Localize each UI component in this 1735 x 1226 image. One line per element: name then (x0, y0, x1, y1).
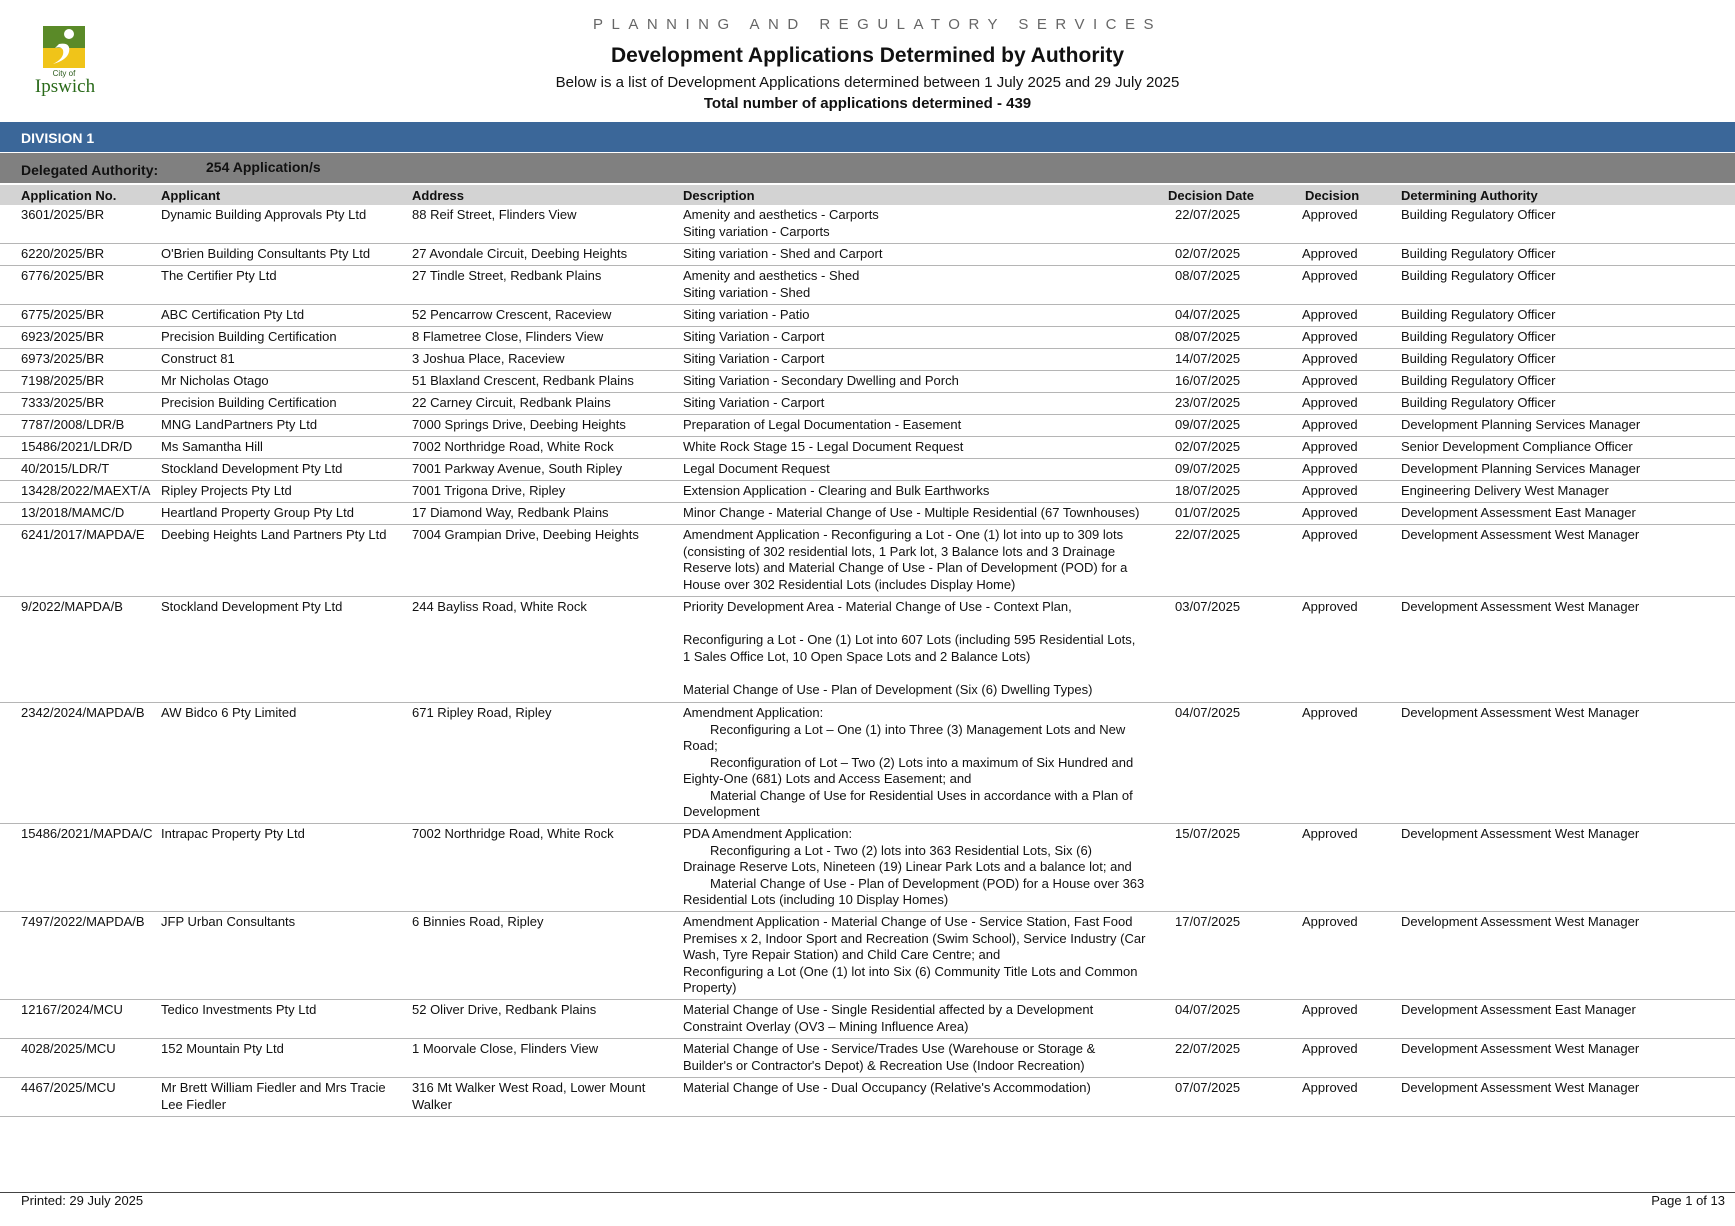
description (683, 329, 1153, 346)
table-row (0, 459, 1735, 481)
decision: Approved (1302, 417, 1358, 432)
application-number: 4467/2025/MCU (21, 1080, 116, 1095)
decision: Approved (1302, 268, 1358, 283)
decision: Approved (1302, 527, 1358, 542)
applicant-name: The Certifier Pty Ltd (161, 268, 277, 283)
table-row (0, 349, 1735, 371)
description-line: Siting Variation - Carport (683, 329, 825, 344)
description (683, 307, 1153, 324)
description-line: Reconfiguring a Lot - One (1) Lot into 607 Lots (including 595 Residential Lots, (683, 632, 1136, 647)
total-applications: Total number of applications determined - 439 (703, 95, 1032, 112)
determining-authority: Development Assessment West Manager (1401, 527, 1640, 542)
applicant-name: Stockland Development Pty Ltd (161, 599, 343, 614)
decision: Approved (1302, 505, 1358, 520)
description-line: Siting Variation - Carport (683, 395, 825, 410)
description-line: PDA Amendment Application: (683, 826, 853, 841)
determining-authority: Development Planning Services Manager (1401, 417, 1641, 432)
description (683, 1080, 1153, 1097)
report-header (0, 16, 1735, 112)
applicant-name: Dynamic Building Approvals Pty Ltd (161, 207, 367, 222)
application-number: 7333/2025/BR (21, 395, 105, 410)
application-number: 6220/2025/BR (21, 246, 105, 261)
application-number: 6776/2025/BR (21, 268, 105, 283)
decision-date: 22/07/2025 (1175, 527, 1241, 542)
applicant-name: O'Brien Building Consultants Pty Ltd (161, 246, 371, 261)
table-row (0, 437, 1735, 459)
description-line: Material Change of Use for Residential Uses in accordance with a Plan of (710, 787, 1133, 803)
description-line: (consisting of 302 residential lots, 1 Park lot, 3 Balance lots and 3 Drainage (683, 543, 1116, 559)
description (683, 914, 1153, 997)
decision-date: 08/07/2025 (1175, 329, 1241, 344)
description-line: Reserve lots) and Material Change of Use - Plan of Development (POD) for a (683, 560, 1128, 575)
description-line: Material Change of Use - Plan of Development (POD) for a House over 363 (710, 875, 1145, 891)
report-subtitle: Below is a list of Development Applications determined between 1 July 2025 and 29 July 2025 (555, 74, 1180, 91)
decision-date: 04/07/2025 (1175, 1002, 1241, 1017)
decision: Approved (1302, 395, 1358, 410)
address: 7002 Northridge Road, White Rock (412, 826, 614, 841)
description (683, 373, 1153, 390)
description-line: Priority Development Area - Material Change of Use - Context Plan, (683, 599, 1072, 614)
decision-date: 22/07/2025 (1175, 207, 1241, 222)
application-number: 2342/2024/MAPDA/B (21, 705, 145, 720)
column-header-authority: Determining Authority (1401, 188, 1538, 203)
decision-date: 04/07/2025 (1175, 705, 1241, 720)
description-line: Siting variation - Shed and Carport (683, 246, 883, 261)
application-number: 15486/2021/MAPDA/C (21, 826, 153, 841)
determining-authority: Development Assessment West Manager (1401, 599, 1640, 614)
application-number: 7497/2022/MAPDA/B (21, 914, 145, 929)
applicant-name: Heartland Property Group Pty Ltd (161, 505, 354, 520)
description-line: Reconfiguring a Lot – One (1) into Three (3) Management Lots and New (710, 721, 1126, 737)
description-line: Siting variation - Patio (683, 307, 810, 322)
description-line: White Rock Stage 15 - Legal Document Request (683, 439, 964, 454)
address: 316 Mt Walker West Road, Lower Mount Walker (412, 1080, 646, 1112)
determining-authority: Building Regulatory Officer (1401, 268, 1556, 283)
decision: Approved (1302, 483, 1358, 498)
applicant-name: Precision Building Certification (161, 329, 337, 344)
address: 52 Pencarrow Crescent, Raceview (412, 307, 612, 322)
decision: Approved (1302, 914, 1358, 929)
table-row (0, 525, 1735, 597)
determining-authority: Development Assessment West Manager (1401, 1080, 1640, 1095)
decision: Approved (1302, 461, 1358, 476)
table-row (0, 1078, 1735, 1117)
description-line: Residential Lots (including 10 Display Homes) (683, 892, 949, 907)
description-line: Development (683, 804, 760, 819)
decision-date: 02/07/2025 (1175, 439, 1241, 454)
description-line: Reconfiguring a Lot (One (1) lot into Six (6) Community Title Lots and Common (683, 963, 1138, 979)
table-row (0, 371, 1735, 393)
determining-authority: Building Regulatory Officer (1401, 246, 1556, 261)
decision: Approved (1302, 705, 1358, 720)
description-line: Road; (683, 738, 718, 753)
applicant-name: Deebing Heights Land Partners Pty Ltd (161, 527, 387, 542)
address: 7000 Springs Drive, Deebing Heights (412, 417, 626, 432)
determining-authority: Development Assessment East Manager (1401, 1002, 1636, 1017)
application-number: 13/2018/MAMC/D (21, 505, 125, 520)
description (683, 826, 1153, 909)
column-header-address: Address (412, 188, 465, 203)
description-line: Wash, Tyre Repair Station) and Child Care Centre; and (683, 947, 1001, 962)
table-row (0, 244, 1735, 266)
determining-authority: Development Planning Services Manager (1401, 461, 1641, 476)
table-row (0, 824, 1735, 912)
description-line: Extension Application - Clearing and Bulk Earthworks (683, 483, 990, 498)
decision-date: 09/07/2025 (1175, 461, 1241, 476)
applicant-name: Intrapac Property Pty Ltd (161, 826, 305, 841)
applicant-name: Mr Nicholas Otago (161, 373, 269, 388)
description (683, 207, 1153, 240)
printed-date: Printed: 29 July 2025 (21, 1193, 144, 1208)
applications-table-body (0, 205, 1735, 1117)
application-number: 15486/2021/LDR/D (21, 439, 133, 454)
applicant-name: Ripley Projects Pty Ltd (161, 483, 292, 498)
table-row (0, 912, 1735, 1000)
table-row (0, 481, 1735, 503)
decision-date: 02/07/2025 (1175, 246, 1241, 261)
applicant-name: ABC Certification Pty Ltd (161, 307, 305, 322)
application-number: 7787/2008/LDR/B (21, 417, 125, 432)
page-number: Page 1 of 13 (1651, 1193, 1725, 1208)
description-line: Preparation of Legal Documentation - Easement (683, 417, 962, 432)
column-header-applicant: Applicant (161, 188, 221, 203)
description-line: Eighty-One (681) Lots and Access Easement; and (683, 771, 972, 786)
description (683, 417, 1153, 434)
table-row (0, 1000, 1735, 1039)
description-line: Material Change of Use - Plan of Development (Six (6) Dwelling Types) (683, 681, 1093, 697)
description-line: Premises x 2, Indoor Sport and Recreation (Swim School), Service Industry (Car (683, 930, 1146, 946)
determining-authority: Development Assessment West Manager (1401, 1041, 1640, 1056)
applicant-name: MNG LandPartners Pty Ltd (161, 417, 318, 432)
decision: Approved (1302, 246, 1358, 261)
column-header-description: Description (683, 188, 755, 203)
description-line (683, 616, 1153, 633)
table-row (0, 1039, 1735, 1078)
decision-date: 16/07/2025 (1175, 373, 1241, 388)
description-line: Amendment Application - Material Change of Use - Service Station, Fast Food (683, 914, 1133, 929)
address: 17 Diamond Way, Redbank Plains (412, 505, 609, 520)
determining-authority: Development Assessment West Manager (1401, 705, 1640, 720)
decision-date: 15/07/2025 (1175, 826, 1241, 841)
applicant-name: Tedico Investments Pty Ltd (161, 1002, 317, 1017)
description-line: Amenity and aesthetics - Carports (683, 207, 879, 222)
decision: Approved (1302, 439, 1358, 454)
report-title: Development Applications Determined by Authority (610, 44, 1124, 67)
address: 22 Carney Circuit, Redbank Plains (412, 395, 611, 410)
determining-authority: Building Regulatory Officer (1401, 207, 1556, 222)
application-number: 6973/2025/BR (21, 351, 105, 366)
applicant-name: 152 Mountain Pty Ltd (161, 1041, 284, 1056)
address: 8 Flametree Close, Flinders View (412, 329, 604, 344)
decision: Approved (1302, 1002, 1358, 1017)
description-line (683, 665, 1153, 682)
description-line: Material Change of Use - Single Residential affected by a Development (683, 1002, 1094, 1017)
address: 27 Avondale Circuit, Deebing Heights (412, 246, 628, 261)
applicant-name: Construct 81 (161, 351, 235, 366)
address: 3 Joshua Place, Raceview (412, 351, 565, 366)
decision: Approved (1302, 307, 1358, 322)
table-row (0, 503, 1735, 525)
application-number: 40/2015/LDR/T (21, 461, 110, 476)
decision: Approved (1302, 207, 1358, 222)
column-header-app-no: Application No. (21, 188, 117, 203)
application-number: 4028/2025/MCU (21, 1041, 116, 1056)
decision: Approved (1302, 351, 1358, 366)
decision: Approved (1302, 599, 1358, 614)
description-line: Drainage Reserve Lots, Nineteen (19) Linear Park Lots and a balance lot; and (683, 859, 1132, 874)
decision-date: 17/07/2025 (1175, 914, 1241, 929)
description-line: Legal Document Request (683, 461, 830, 476)
table-row (0, 703, 1735, 824)
applicant-name: Mr Brett William Fiedler and Mrs Tracie Lee Fiedler (161, 1080, 386, 1112)
description-line: Property) (683, 980, 737, 995)
decision-date: 22/07/2025 (1175, 1041, 1241, 1056)
delegated-authority-label: Delegated Authority: (21, 162, 159, 178)
determining-authority: Building Regulatory Officer (1401, 351, 1556, 366)
determining-authority: Development Assessment West Manager (1401, 826, 1640, 841)
table-row (0, 415, 1735, 437)
description (683, 439, 1153, 456)
application-number: 7198/2025/BR (21, 373, 105, 388)
application-number: 9/2022/MAPDA/B (21, 599, 123, 614)
decision-date: 07/07/2025 (1175, 1080, 1241, 1095)
applicant-name: Stockland Development Pty Ltd (161, 461, 343, 476)
address: 7002 Northridge Road, White Rock (412, 439, 614, 454)
decision: Approved (1302, 826, 1358, 841)
application-number: 6775/2025/BR (21, 307, 105, 322)
address: 51 Blaxland Crescent, Redbank Plains (412, 373, 634, 388)
division-bar (0, 122, 1735, 152)
description (683, 1002, 1153, 1035)
address: 671 Ripley Road, Ripley (412, 705, 552, 720)
description (683, 505, 1153, 522)
description (683, 483, 1153, 500)
determining-authority: Building Regulatory Officer (1401, 329, 1556, 344)
logo-top-text: City of (52, 69, 76, 78)
application-number: 3601/2025/BR (21, 207, 105, 222)
address: 88 Reif Street, Flinders View (412, 207, 577, 222)
decision-date: 18/07/2025 (1175, 483, 1241, 498)
description-line: Siting variation - Carports (683, 223, 830, 239)
determining-authority: Development Assessment West Manager (1401, 914, 1640, 929)
description (683, 395, 1153, 412)
description-line: Siting Variation - Carport (683, 351, 825, 366)
table-row (0, 305, 1735, 327)
delegated-authority-bar (0, 153, 1735, 183)
description (683, 246, 1153, 263)
column-header-decision: Decision (1305, 188, 1360, 203)
description (683, 268, 1153, 301)
decision: Approved (1302, 1080, 1358, 1095)
description-line: Amenity and aesthetics - Shed (683, 268, 860, 283)
applicant-name: JFP Urban Consultants (161, 914, 296, 929)
decision-date: 01/07/2025 (1175, 505, 1241, 520)
address: 27 Tindle Street, Redbank Plains (412, 268, 602, 283)
table-row (0, 393, 1735, 415)
description (683, 527, 1153, 593)
description (683, 705, 1153, 821)
description-line: Reconfiguring a Lot - Two (2) lots into 363 Residential Lots, Six (6) (710, 842, 1093, 858)
decision: Approved (1302, 329, 1358, 344)
table-row (0, 597, 1735, 703)
description-line: Material Change of Use - Service/Trades Use (Warehouse or Storage & (683, 1041, 1096, 1056)
determining-authority: Development Assessment East Manager (1401, 505, 1636, 520)
address: 6 Binnies Road, Ripley (412, 914, 544, 929)
description (683, 351, 1153, 368)
table-row (0, 327, 1735, 349)
address: 52 Oliver Drive, Redbank Plains (412, 1002, 597, 1017)
table-header (0, 185, 1735, 205)
description-line: Siting variation - Shed (683, 284, 811, 300)
decision-date: 23/07/2025 (1175, 395, 1241, 410)
description-line: Amendment Application - Reconfiguring a Lot - One (1) lot into up to 309 lots (683, 527, 1124, 542)
description-line: 1 Sales Office Lot, 10 Open Space Lots and 2 Balance Lots) (683, 648, 1031, 664)
address: 7001 Parkway Avenue, South Ripley (412, 461, 623, 476)
decision-date: 14/07/2025 (1175, 351, 1241, 366)
table-row (0, 266, 1735, 305)
footer-divider (0, 1192, 1735, 1193)
address: 1 Moorvale Close, Flinders View (412, 1041, 599, 1056)
decision-date: 08/07/2025 (1175, 268, 1241, 283)
decision: Approved (1302, 373, 1358, 388)
determining-authority: Engineering Delivery West Manager (1401, 483, 1609, 498)
description (683, 599, 1153, 698)
applicant-name: AW Bidco 6 Pty Limited (161, 705, 297, 720)
determining-authority: Building Regulatory Officer (1401, 395, 1556, 410)
application-number: 13428/2022/MAEXT/A (21, 483, 151, 498)
determining-authority: Senior Development Compliance Officer (1401, 439, 1633, 454)
table-row (0, 205, 1735, 244)
description-line: House over 302 Residential Lots (includes Display Home) (683, 576, 1016, 592)
application-number: 6241/2017/MAPDA/E (21, 527, 145, 542)
description-line: Material Change of Use - Dual Occupancy (Relative's Accommodation) (683, 1080, 1091, 1095)
determining-authority: Building Regulatory Officer (1401, 373, 1556, 388)
description-line: Siting Variation - Secondary Dwelling and Porch (683, 373, 959, 388)
description-line: Amendment Application: (683, 705, 824, 720)
description-line: Builder's or Contractor's Depot) & Recreation Use (Indoor Recreation) (683, 1057, 1085, 1073)
division-label: DIVISION 1 (21, 130, 95, 146)
description-line: Constraint Overlay (OV3 – Mining Influence Area) (683, 1018, 969, 1034)
description (683, 1041, 1153, 1074)
applicant-name: Ms Samantha Hill (161, 439, 263, 454)
decision-date: 09/07/2025 (1175, 417, 1241, 432)
address: 7001 Trigona Drive, Ripley (412, 483, 566, 498)
decision: Approved (1302, 1041, 1358, 1056)
application-number: 12167/2024/MCU (21, 1002, 123, 1017)
department-name: PLANNING AND REGULATORY SERVICES (592, 16, 1163, 33)
description-line: Reconfiguration of Lot – Two (2) Lots into a maximum of Six Hundred and (710, 754, 1134, 770)
address: 244 Bayliss Road, White Rock (412, 599, 587, 614)
delegated-authority-count: 254 Application/s (206, 159, 321, 175)
column-header-decision-date: Decision Date (1168, 188, 1254, 203)
application-number: 6923/2025/BR (21, 329, 105, 344)
determining-authority: Building Regulatory Officer (1401, 307, 1556, 322)
description (683, 461, 1153, 478)
logo-name: Ipswich (34, 76, 96, 97)
decision-date: 04/07/2025 (1175, 307, 1241, 322)
decision-date: 03/07/2025 (1175, 599, 1241, 614)
applicant-name: Precision Building Certification (161, 395, 337, 410)
address: 7004 Grampian Drive, Deebing Heights (412, 527, 639, 542)
description-line: Minor Change - Material Change of Use - Multiple Residential (67 Townhouses) (683, 505, 1140, 520)
